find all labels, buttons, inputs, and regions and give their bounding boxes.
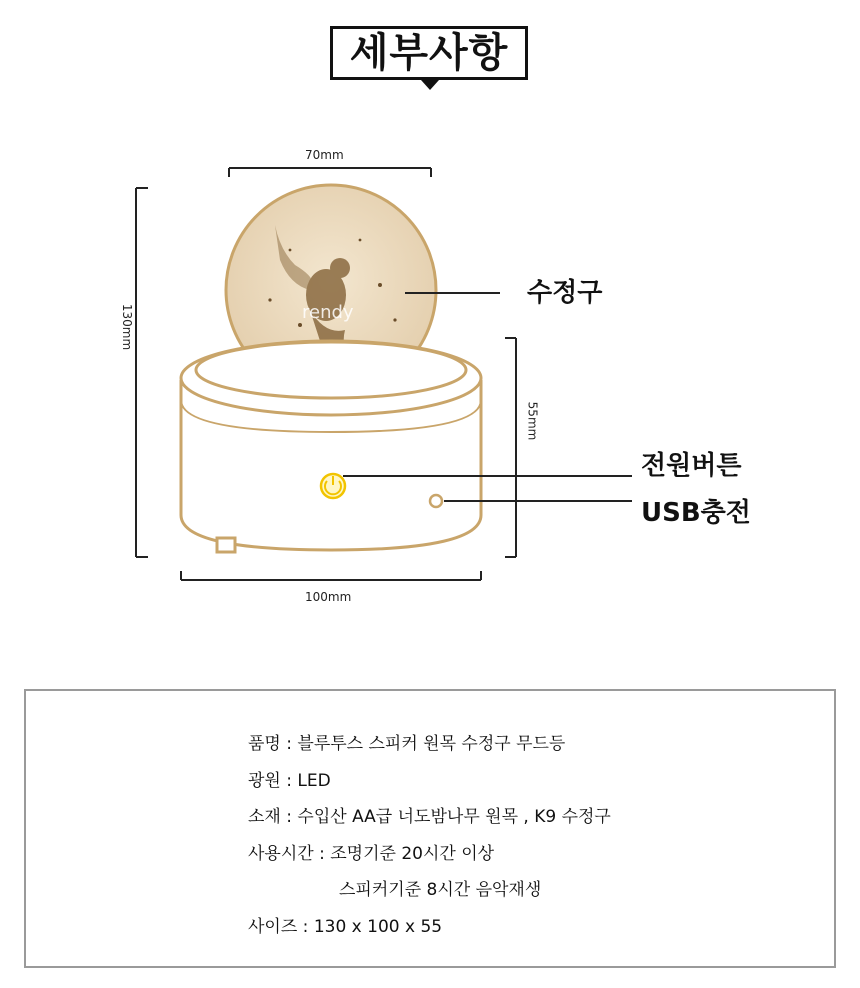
callout-usb-label: USB충전 [641,498,751,528]
spec-row-usage-time: 사용시간 : 조명기준 20시간 이상 [248,843,495,864]
spec-row-light: 광원 : LED [248,770,331,791]
usb-port-illustration [430,495,442,507]
callout-power-label: 전원버튼 [641,451,742,481]
title-pointer [421,80,439,90]
spec-list [248,726,611,945]
dim-right-bracket [505,338,516,557]
callout-crystal-label: 수정구 [527,278,603,308]
dim-bottom-bracket [181,571,481,580]
dim-label-total-height: 130mm [120,303,135,351]
spec-row-size: 사이즈 : 130 x 100 x 55 [248,916,443,937]
dim-left-bracket [136,188,148,557]
spec-row-name: 품명 : 블루투스 스피커 원목 수정구 무드등 [248,734,566,754]
spec-box [24,689,836,968]
product-diagram [0,120,860,640]
dim-label-base-height: 55mm [525,401,540,441]
watermark-text: rendy [302,302,354,323]
spec-row-usage-time-speaker: 스피커기준 8시간 음악재생 [339,880,542,900]
dim-top-bracket [229,168,431,177]
page-title: 세부사항 [349,30,509,76]
product-illustration [0,120,860,640]
dim-label-top-width: 70mm [305,148,344,162]
spec-row-material: 소재 : 수입산 AA급 너도밤나무 원목 , K9 수정구 [248,807,611,827]
wooden-base [181,341,481,552]
power-button-illustration [321,474,345,498]
page-title-box [330,26,528,80]
dim-label-bottom-width: 100mm [305,590,352,604]
